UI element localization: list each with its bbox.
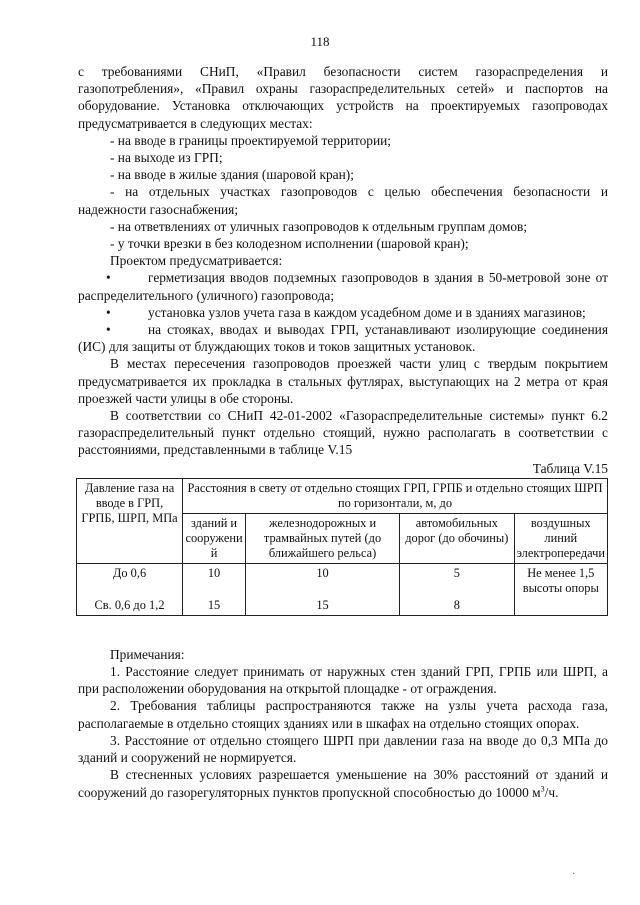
roads-cell: 5 — [400, 563, 515, 581]
pressure-cell: Св. 0,6 до 1,2 — [77, 581, 183, 616]
table-row — [77, 581, 608, 616]
distance-group-header: Расстояния в свету от отдельно стоящих ГРП, ГРПБ и отдельно стоящих ШРП по горизонтали, м, до — [183, 478, 608, 513]
paragraph-snip: В соответствии со СНиП 42-01-2002 «Газораспределительные системы» пункт 6.2 газораспределительный пункт отдельно стоящий, нужно располагать в соответствии с расстояниями, представленными в таблице V.15 — [78, 408, 608, 458]
dash-item: - на выходе из ГРП; — [110, 150, 223, 166]
bullet-marker: • — [106, 322, 111, 338]
buildings-cell: 15 — [183, 581, 246, 616]
note-item: 1. Расстояние следует принимать от наружных стен зданий ГРП, ГРПБ или ШРП, а при расположении оборудования на открытой площадке - от ограждения. — [78, 664, 608, 697]
dash-item: - на вводе в границы проектируемой территории; — [110, 132, 392, 148]
rail-cell: 15 — [246, 581, 400, 616]
bullet-text: герметизация вводов подземных газопроводов в здания в 50-метровой зоне от распределительного (уличного) газопровода; — [78, 270, 608, 303]
paragraph-requirements: с требованиями СНиП, «Правил безопасности систем газораспределения и газопотребления», «Правил охраны газораспределительных сетей» и паспортов на оборудование. Установка отключающих устройств на проектируемых газопроводах предусматривается в следующих местах: — [78, 64, 608, 131]
cubic-superscript: 3 — [540, 784, 545, 794]
notes-title: Примечания: — [110, 646, 185, 662]
bullet-text: на стояках, вводах и выводах ГРП, устанавливают изолирующие соединения (ИС) для защиты от блуждающих токов и токов защитных установок. — [78, 322, 608, 355]
power-cell: Не менее 1,5 — [514, 563, 607, 581]
note-item: 3. Расстояние от отдельно стоящего ШРП при давлении газа на вводе до 0,3 МПа до зданий и сооружений не нормируется. — [78, 732, 608, 766]
power-cell: высоты опоры — [514, 581, 607, 616]
dash-item: - на вводе в жилые здания (шаровой кран); — [110, 167, 354, 183]
bullet-item — [78, 269, 608, 303]
notes-section — [78, 646, 608, 801]
project-intro: Проектом предусматривается: — [110, 253, 283, 269]
buildings-cell: 10 — [183, 563, 246, 581]
roads-header: автомобильных дорог (до обочины) — [400, 513, 515, 563]
pressure-header: Давление газа на вводе в ГРП, ГРПБ, ШРП, МПа — [77, 478, 183, 563]
bullet-item — [78, 304, 608, 321]
document-body — [78, 63, 608, 801]
pressure-cell: До 0,6 — [77, 563, 183, 581]
rail-header: железнодорожных и трамвайных путей (до ближайшего рельса) — [246, 513, 400, 563]
roads-cell: 8 — [400, 581, 515, 616]
final-text: В стесненных условиях разрешается уменьшение на 30% расстояний от зданий и сооружений до газорегуляторных пунктов пропускной способностью до 10000 м — [78, 767, 608, 800]
table-row — [77, 563, 608, 581]
bullet-text: установка узлов учета газа в каждом усадебном доме и в зданиях магазинов; — [148, 304, 586, 320]
rail-cell: 10 — [246, 563, 400, 581]
final-unit: /ч. — [544, 784, 559, 800]
paragraph-crossing: В местах пересечения газопроводов проезжей части улиц с твердым покрытием предусматривается их прокладка в стальных футлярах, выступающих на 2 метра от края проезжей части улицы в обе стороны. — [78, 356, 608, 406]
table-header-row — [77, 478, 608, 513]
corner-mark: · — [572, 869, 576, 880]
dash-item: - на ответвлениях от уличных газопроводов к отдельным группам домов; — [110, 218, 528, 234]
bullet-marker: • — [106, 304, 111, 320]
dash-item: - у точки врезки в без колодезном исполнении (шаровой кран); — [110, 236, 469, 252]
page-number: 118 — [310, 34, 330, 49]
buildings-header: зданий и сооружени й — [183, 513, 246, 563]
distance-table — [76, 478, 608, 616]
bullet-marker: • — [106, 270, 111, 286]
note-item: 2. Требования таблицы распространяются также на узлы учета расхода газа, располагаемые в отдельно стоящих зданиях или в шкафах на отдельно стоящих опорах. — [78, 698, 608, 731]
power-lines-header: воздушных линий электропередачи — [514, 513, 607, 563]
paragraph-final — [78, 766, 608, 800]
bullet-item — [78, 321, 608, 355]
table-caption: Таблица V.15 — [532, 460, 608, 476]
dash-item: - на отдельных участках газопроводов с целью обеспечения безопасности и надежности газоснабжения; — [78, 184, 608, 217]
